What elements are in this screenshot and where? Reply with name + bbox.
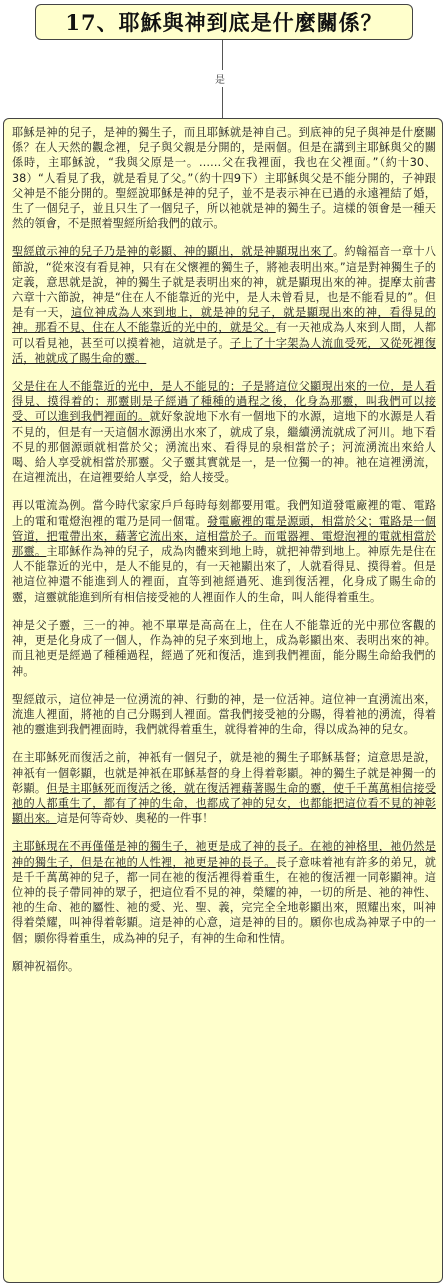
- underlined-text: 主耶穌現在不再僅僅是神的獨生子，祂更是成了神的長子。在祂的神格里，祂仍然是神的獨生子，但是在祂的人性裡，祂更是神的長子。: [12, 840, 436, 869]
- body-text: 這是何等奇妙、奧秘的一件事！: [56, 812, 214, 826]
- body-text: 就好象說地下水有一個地下的水源，這地下的水源是人看不見的，但是有一天這個水源湧出水來了，就成了泉，繼續湧流就成了河川。地下看不見的那個源頭就相當於父；湧流出來、看得見的泉相當於子；河流湧流出來給人喝、給人享受就相當於那靈。父子靈其實就是一，是一位獨一的神。祂在這裡湧流，在這裡流出，在這裡要給人享受，給人接受。: [12, 410, 436, 485]
- underlined-text: 這位神成為人來到地上，就是神的兒子，就是顯現出來的神，看得見的神。那看不見、住在人不能靠近的光中的，就是父。: [12, 306, 436, 335]
- body-text: 長子意味着祂有許多的弟兄，就是千千萬萬神的兒子，都一同在祂的復活裡得着重生，在祂的復活裡一同彰顯神。這位神的長子帶同神的眾子，把這位看不見的神，榮耀的神，一切的所是、祂的神性、祂的生命、祂的屬性、祂的愛、光、聖、義，完完全全地彰顯出來，照耀出來，叫神得着榮耀，叫神得着彰顯。這是神的心意，這是神的目的。願你也成為神眾子中的一個；願你得着重生，成為神的兒子，有神的生命和性情。: [12, 855, 436, 945]
- body-text: 願神祝福你。: [12, 959, 80, 973]
- paragraph: [12, 125, 436, 231]
- body-text: 主耶穌作為神的兒子，成為肉體來到地上時，就把神帶到地上。神原先是住在人不能靠近的光中，是人不能見的，有一天祂顯出來了，人就看得見、摸得着。但是祂這位神還不能進到人的裡面，直等到祂經過死、進到復活裡，化身成了賜生命的靈，這靈就能進到所有相信接受祂的人裡面作人的生命，叫人能得着重生。: [12, 545, 436, 604]
- body-text: 有一天祂成為人來到人間，人都可以看見祂，甚至可以摸着祂，這就是子。: [12, 321, 436, 350]
- body-text: 聖經啟示，這位神是一位湧流的神、行動的神，是一位活神。這位神一直湧流出來，流進人裡面，將祂的自己分賜到人裡面。當我們接受祂的分賜，得着祂的湧流，得着祂的靈進到我們裡面時，我們就得着重生，就得着神的生命，得以成為神的兒女。: [12, 692, 436, 737]
- underlined-text: 子上了十字架為人流血受死，又從死裡復活，祂就成了賜生命的靈。: [12, 336, 436, 365]
- title-box: [35, 4, 413, 40]
- paragraph: [12, 692, 436, 738]
- body-text: 神是父子靈，三一的神。祂不單單是高高在上，住在人不能靠近的光中那位客觀的神，更是化身成了一個人，作為神的兒子來到地上，成為彰顯出來、表明出來的神。而且祂更是經過了種種過程，經過了死和復活，進到我們裡面，能分賜生命給我們的神。: [12, 618, 436, 678]
- body-text: 再以電流為例。當今時代家家戶戶每時每刻都要用電。我們知道發電廠裡的電、電路上的電和電燈泡裡的電乃是同一個電。: [12, 499, 436, 528]
- underlined-text: 但是主耶穌死而復活之後，就在復活裡藉著賜生命的靈，使千千萬萬相信接受祂的人都重生了，都有了神的生命，也都成了神的兒女，也都能把這位看不見的神彰顯出來。: [12, 781, 436, 826]
- paragraph: [12, 750, 436, 826]
- paragraph: [12, 498, 436, 604]
- body-text: 。約翰福音一章十八節說，“從來沒有看見神，只有在父懷裡的獨生子，將祂表明出來。”這是對神獨生子的定義，意思就是說，神的獨生子就是表明出來的神，就是顯現出來的神。提摩太前書六章十六節說，神是“住在人不能靠近的光中，是人未曾看見，也是不能看見的”。但是有一天，: [12, 245, 436, 320]
- paragraph: [12, 839, 436, 945]
- underlined-text: 父是住在人不能靠近的光中，是人不能見的；子是將這位父顯現出來的一位，是人看得見、摸得着的；那靈則是子經過了種種的過程之後，化身為那靈，叫我們可以接受、可以進到我們裡面的。: [12, 380, 436, 424]
- page-title: 17、耶穌與神到底是什麼關係？: [65, 10, 383, 35]
- body-text: 耶穌是神的兒子，是神的獨生子，而且耶穌就是神自己。到底神的兒子與神是什麼關係？在人天然的觀念裡，兒子與父親是分開的，是兩個。但是在講到主耶穌與父的關係時，主耶穌說，“我與父原是一。……父在我裡面，我也在父裡面。”（約十30、38）“人看見了我，就是看見了父。”（約十四9下）主耶穌與父是不能分開的，子神跟父神是不能分開的。聖經說耶穌是神的兒子，並不是表示神在已過的永遠裡結了婚，生了一個兒子，並且只生了一個兒子，所以祂就是神的獨生子。這樣的領會是一種天然的領會，不是照着聖經所給我們的啟示。: [12, 126, 436, 231]
- paragraph: [12, 959, 436, 974]
- paragraph: [12, 379, 436, 485]
- content-box: [3, 118, 443, 1283]
- connector-label: 是: [215, 70, 225, 87]
- paragraph: [12, 244, 436, 366]
- underlined-text: 聖經啟示神的兒子乃是神的彰顯、神的顯出，就是神顯現出來了: [12, 245, 334, 259]
- underlined-text: 發電廠裡的電是源頭，相當於父；電路是一個管道，把電帶出來，藉著它流出來，這相當於子。而電器裡、電燈泡裡的電就相當於那靈。: [12, 514, 436, 559]
- body-text: 在主耶穌死而復活之前，神祇有一個兒子，就是祂的獨生子耶穌基督；這意思是說，神祇有一個彰顯，也就是神祇在耶穌基督的身上得着彰顯。神的獨生子就是神獨一的彰顯。: [12, 751, 436, 795]
- paragraph: [12, 618, 436, 679]
